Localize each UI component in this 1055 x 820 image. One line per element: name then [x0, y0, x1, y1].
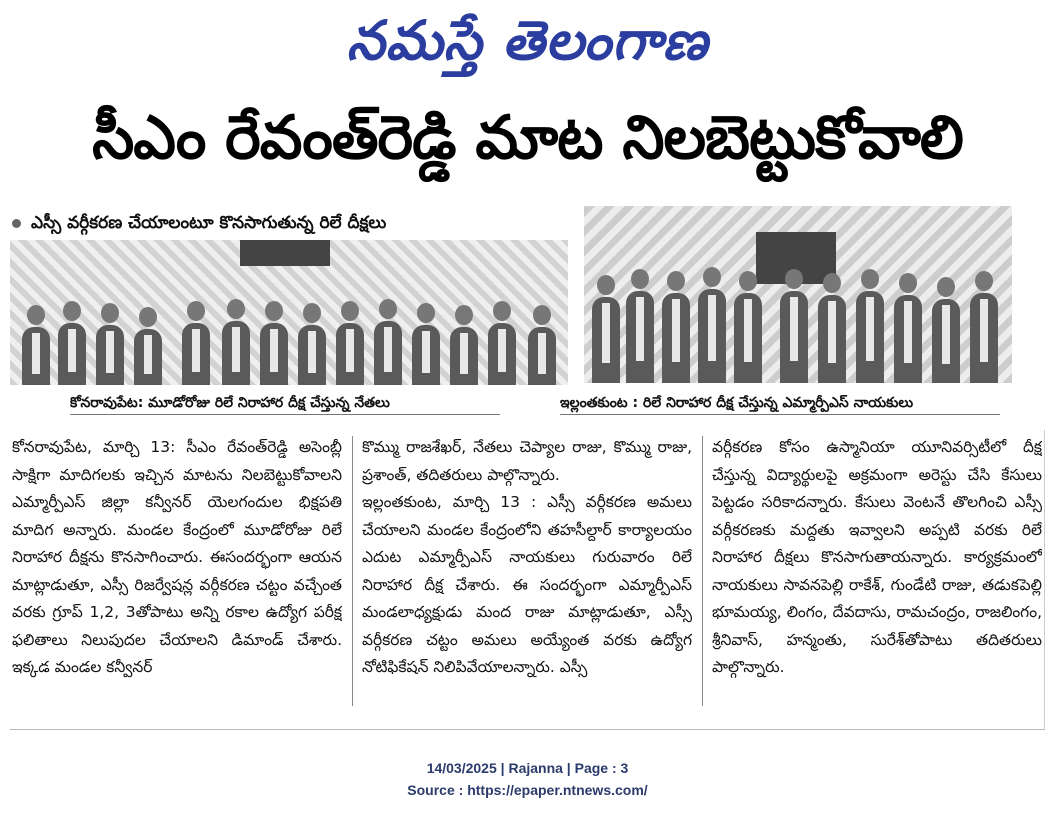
photo-illanthakunta-protest	[584, 206, 1012, 383]
article-column-1	[12, 434, 342, 712]
photo-konaraopet-protest	[10, 240, 568, 385]
column-divider	[352, 436, 353, 706]
source-link[interactable]: Source : https://epaper.ntnews.com/	[407, 782, 648, 798]
newspaper-masthead: నమస్తే తెలంగాణ	[346, 9, 709, 72]
article-column-3	[712, 434, 1042, 712]
article-paragraph: కొమ్ము రాజశేఖర్, నేతలు చెప్యాల రాజు, కొమ్ము రాజు, ప్రశాంత్, తదితరులు పాల్గొన్నారు.	[362, 438, 692, 484]
bullet-icon	[12, 219, 21, 228]
edition-info: 14/03/2025 | Rajanna | Page : 3	[426, 760, 629, 776]
article-border	[10, 729, 1045, 730]
article-headline: సీఎం రేవంత్‌రెడ్డి మాట నిలబెట్టుకోవాలి	[92, 103, 963, 173]
article-paragraph: వర్గీకరణ కోసం ఉస్మానియా యూనివర్సిటీలో దీక్ష చేస్తున్న విద్యార్థులపై అక్రమంగా అరెస్టు చేసి కేసులు పెట్టడం సరికాదన్నారు. కేసులు వెంటనే తొలగించి ఎస్సీ వర్గీకరణకు మద్దతు ఇవ్వాలని అప్పటి వరకు రిలే నిరాహార దీక్షలు కొనసాగుతాయన్నారు. కార్యక్రమంలో నాయకులు సావనపెల్లి రాకేశ్, గుండేటి రాజు, తడుకపెల్లి భూమయ్య, లింగం, దేవదాసు, రామచంద్రం, రాజలింగం, శ్రీనివాస్, హన్మంతు, సురేశ్‌తోపాటు తదితరులు పాల్గొన్నారు.	[712, 438, 1042, 676]
article-column-2	[362, 434, 692, 712]
article-subheadline	[12, 210, 572, 236]
article-paragraph: ఇల్లంతకుంట, మార్చి 13 : ఎస్సీ వర్గీకరణ అమలు చేయాలని మండల కేంద్రంలోని తహసీల్దార్ కార్యాలయం ఎదుట ఎమ్మార్పీఎస్ నాయకులు గురువారం రిలే నిరాహార దీక్ష చేశారు. ఈ సందర్భంగా ఎమ్మార్పీఎస్ మండలాధ్యక్షుడు మంద రాజు మాట్లాడుతూ, ఎస్సీ వర్గీకరణ చట్టం అమలు అయ్యేంత వరకు ఉద్యోగ నోటిఫికేషన్ నిలిపివేయాలన్నారు. ఎస్సీ	[362, 493, 692, 676]
subheadline-text: ఎస్సీ వర్గీకరణ చేయాలంటూ కొనసాగుతున్న రిలే దీక్షలు	[31, 213, 387, 233]
article-paragraph: కోనరావుపేట, మార్చి 13: సీఎం రేవంత్‌రెడ్డి అసెంబ్లీ సాక్షిగా మాదిగలకు ఇచ్చిన మాటను నిలబెట్టుకోవాలని ఎమ్మార్పీఎస్ జిల్లా కన్వీనర్ యెలగందుల భిక్షపతి మాదిగ అన్నారు. మండల కేంద్రంలో మూడోరోజు రిలే నిరాహార దీక్షను కొనసాగించారు. ఈసందర్భంగా ఆయన మాట్లాడుతూ, ఎస్సీ రిజర్వేషన్ల వర్గీకరణ చట్టం వచ్చేంత వరకు గ్రూప్ 1,2, 3తోపాటు అన్ని రకాల ఉద్యోగ పరీక్ష ఫలితాలు నిలుపుదల చేయాలని డిమాండ్ చేశారు. ఇక్కడ మండల కన్వీనర్	[12, 438, 342, 676]
column-divider	[702, 436, 703, 706]
photo-caption-left: కోనరావుపేట: మూడోరోజు రిలే నిరాహార దీక్ష చేస్తున్న నేతలు	[70, 392, 500, 415]
article-border	[1044, 430, 1045, 730]
photo-caption-right: ఇల్లంతకుంట : రిలే నిరాహార దీక్ష చేస్తున్న ఎమ్మార్పీఎస్ నాయకులు	[560, 392, 1000, 415]
